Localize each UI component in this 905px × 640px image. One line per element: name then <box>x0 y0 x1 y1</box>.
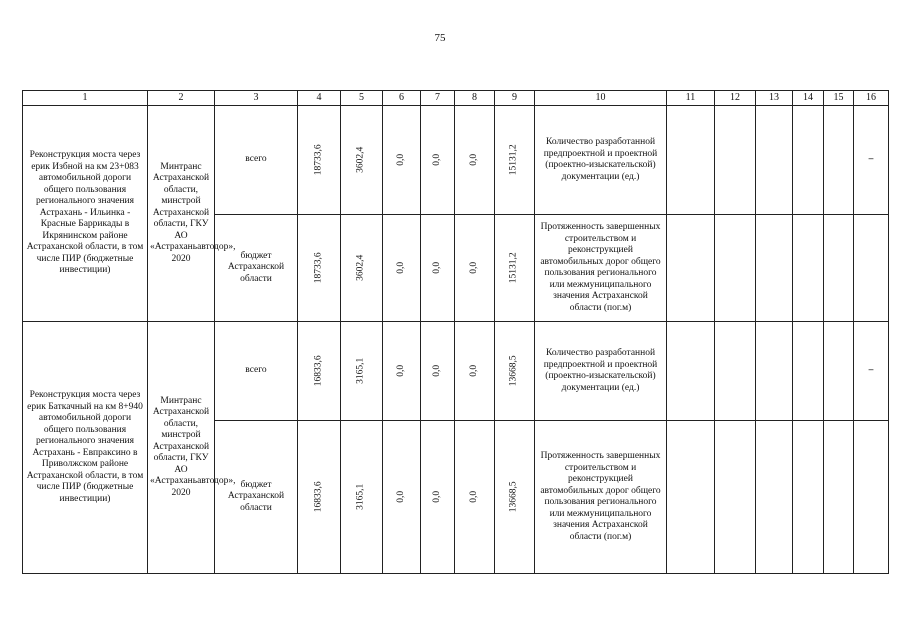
empty-cell <box>667 322 715 421</box>
empty-cell <box>715 421 756 574</box>
col-header: 3 <box>215 91 298 106</box>
col-header: 10 <box>535 91 667 106</box>
empty-cell <box>793 421 824 574</box>
value-text: 16833,6 <box>313 355 324 387</box>
empty-cell <box>824 106 854 215</box>
empty-cell <box>756 322 793 421</box>
value-text: 0,0 <box>395 154 406 166</box>
value-text: 0,0 <box>431 365 442 377</box>
value-text: 18733,6 <box>313 252 324 284</box>
value-cell <box>455 215 495 322</box>
value-text: 13668,5 <box>508 355 519 387</box>
empty-cell <box>667 421 715 574</box>
empty-cell <box>793 215 824 322</box>
value-cell <box>421 421 455 574</box>
empty-cell <box>756 106 793 215</box>
empty-cell <box>756 215 793 322</box>
value-cell <box>383 106 421 215</box>
empty-cell <box>824 215 854 322</box>
empty-cell <box>756 421 793 574</box>
value-cell <box>298 421 341 574</box>
value-cell <box>455 421 495 574</box>
empty-cell <box>854 421 889 574</box>
funding-source: бюджет Астраханской области <box>215 215 298 322</box>
col-header: 14 <box>793 91 824 106</box>
empty-cell <box>667 106 715 215</box>
empty-cell <box>854 215 889 322</box>
header-row <box>23 91 889 106</box>
value-cell <box>421 322 455 421</box>
value-cell <box>495 215 535 322</box>
value-text: 0,0 <box>395 262 406 274</box>
value-text: 0,0 <box>431 262 442 274</box>
value-cell <box>383 322 421 421</box>
value-cell <box>341 421 383 574</box>
table-row <box>23 106 889 215</box>
col-header: 8 <box>455 91 495 106</box>
value-text: 15131,2 <box>508 144 519 176</box>
value-cell <box>383 215 421 322</box>
value-text: 3165,1 <box>355 483 366 511</box>
executor: Минтранс Астраханской области, минстрой Астраханской области, ГКУ АО «Астраханьавтодор», 2020 <box>148 322 215 574</box>
col-header: 12 <box>715 91 756 106</box>
value-cell <box>383 421 421 574</box>
col-header: 2 <box>148 91 215 106</box>
value-cell <box>495 421 535 574</box>
empty-cell <box>793 322 824 421</box>
value-text: 0,0 <box>468 365 479 377</box>
indicator: Количество разработанной предпроектной и проектной (проектно-изыскательской) документации (ед.) <box>535 322 667 421</box>
col-header: 4 <box>298 91 341 106</box>
indicator: Количество разработанной предпроектной и проектной (проектно-изыскательской) документации (ед.) <box>535 106 667 215</box>
empty-cell <box>793 106 824 215</box>
value-cell <box>421 215 455 322</box>
value-cell <box>341 322 383 421</box>
value-text: 0,0 <box>395 491 406 503</box>
value-cell <box>455 106 495 215</box>
table-row <box>23 322 889 421</box>
value-text: 18733,6 <box>313 144 324 176</box>
value-cell <box>495 322 535 421</box>
value-text: 0,0 <box>468 262 479 274</box>
value-text: 0,0 <box>431 154 442 166</box>
object-name: Реконструкция моста через ерик Избной на км 23+083 автомобильной дороги общего пользования регионального значения Астрахань - Ильинка - Красные Баррикады в Икрянинском районе Астраханской области, в том числе ПИР (бюджетные инвестиции) <box>23 106 148 322</box>
value-text: 0,0 <box>468 154 479 166</box>
empty-cell <box>715 215 756 322</box>
col-header: 11 <box>667 91 715 106</box>
funding-source: бюджет Астраханской области <box>215 421 298 574</box>
col-header: 15 <box>824 91 854 106</box>
value-cell <box>341 106 383 215</box>
col-header: 13 <box>756 91 793 106</box>
value-cell <box>298 215 341 322</box>
col-header: 5 <box>341 91 383 106</box>
value-cell <box>495 106 535 215</box>
value-text: 0,0 <box>395 365 406 377</box>
indicator: Протяженность завершенных строительством и реконструкцией автомобильных дорог общего пользования регионального или межмуниципального значения Астраханской области (пог.м) <box>535 421 667 574</box>
col-header: 9 <box>495 91 535 106</box>
value-text: 16833,6 <box>313 481 324 513</box>
col-header: 1 <box>23 91 148 106</box>
value-text: 3165,1 <box>355 357 366 385</box>
funding-source: всего <box>215 322 298 421</box>
program-table <box>22 90 889 574</box>
dash-cell: – <box>854 322 889 421</box>
empty-cell <box>824 421 854 574</box>
value-text: 0,0 <box>431 491 442 503</box>
dash-cell: – <box>854 106 889 215</box>
indicator: Протяженность завершенных строительством и реконструкцией автомобильных дорог общего пользования регионального или межмуниципального значения Астраханской области (пог.м) <box>535 215 667 322</box>
col-header: 7 <box>421 91 455 106</box>
value-text: 3602,4 <box>355 254 366 282</box>
value-text: 3602,4 <box>355 146 366 174</box>
empty-cell <box>824 322 854 421</box>
executor: Минтранс Астраханской области, минстрой Астраханской области, ГКУ АО «Астраханьавтодор», 2020 <box>148 106 215 322</box>
value-text: 0,0 <box>468 491 479 503</box>
value-cell <box>298 106 341 215</box>
funding-source: всего <box>215 106 298 215</box>
object-name: Реконструкция моста через ерик Баткачный на км 8+940 автомобильной дороги общего пользования регионального значения Астрахань - Евпраксино в Приволжском районе Астраханской области, в том числе ПИР (бюджетные инвестиции) <box>23 322 148 574</box>
value-cell <box>421 106 455 215</box>
col-header: 16 <box>854 91 889 106</box>
empty-cell <box>667 215 715 322</box>
page-number: 75 <box>434 32 446 44</box>
value-cell <box>298 322 341 421</box>
value-text: 13668,5 <box>508 481 519 513</box>
empty-cell <box>715 106 756 215</box>
col-header: 6 <box>383 91 421 106</box>
value-cell <box>341 215 383 322</box>
empty-cell <box>715 322 756 421</box>
value-text: 15131,2 <box>508 252 519 284</box>
value-cell <box>455 322 495 421</box>
